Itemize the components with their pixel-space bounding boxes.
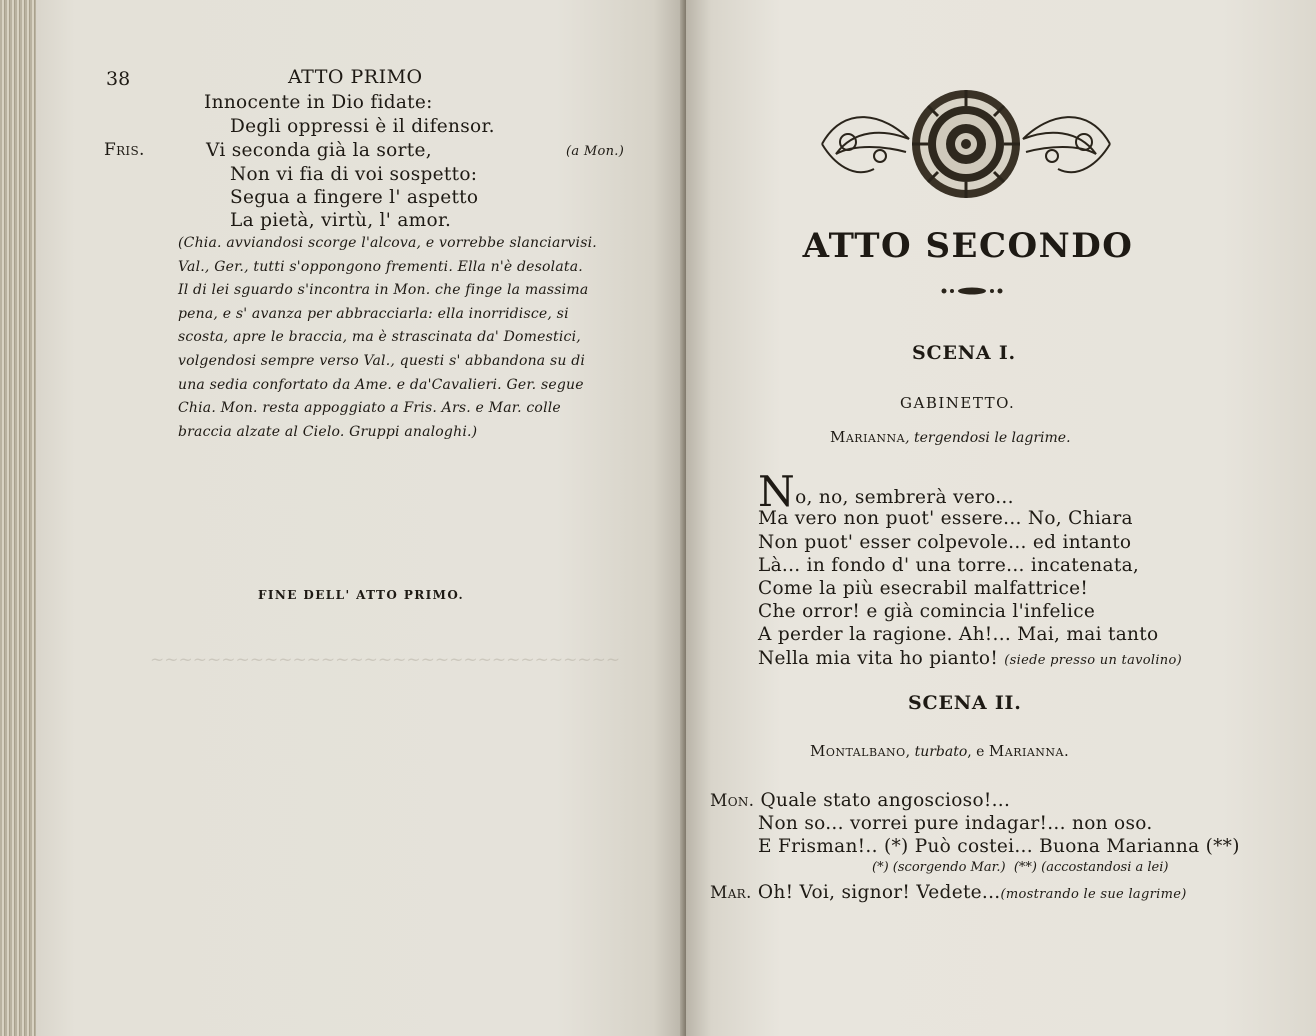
verse-line: Ma vero non puot' essere... No, Chiara xyxy=(758,508,1133,529)
verse-line: A perder la ragione. Ah!... Mai, mai tanto xyxy=(758,624,1159,645)
connector: e xyxy=(976,744,985,760)
speaker-label: Mon. xyxy=(710,791,755,811)
rosette-ornament-icon xyxy=(814,84,1118,204)
stage-direction-line: (Chia. avviandosi scorge l'alcova, e vorrebbe slanciarvisi. xyxy=(178,235,597,251)
stage-direction-line: Val., Ger., tutti s'oppongono frementi. Ella n'è desolata. xyxy=(178,258,583,275)
stage-direction-line: Chia. Mon. resta appoggiato a Fris. Ars. e Mar. colle xyxy=(178,400,561,417)
speaker-label: Mar. xyxy=(710,883,752,903)
verse-line: Innocente in Dio fidate: xyxy=(204,92,433,113)
verse-line: Vi seconda già la sorte, xyxy=(206,140,432,161)
drop-cap: N xyxy=(758,467,796,516)
scene-heading: SCENA II. xyxy=(908,692,1022,714)
act-title: ATTO SECONDO xyxy=(802,226,1134,266)
stage-direction-inline: (siede presso un tavolino) xyxy=(1004,653,1182,668)
verse-line: Degli oppressi è il difensor. xyxy=(230,116,495,137)
verse-line: Nella mia vita ho pianto! (siede presso un tavolino) xyxy=(758,648,1182,669)
stage-direction-line: braccia alzate al Cielo. Gruppi analoghi.) xyxy=(178,423,478,440)
character-direction: turbato xyxy=(914,744,968,760)
character-name: Marianna. xyxy=(988,742,1070,760)
scene-characters: Montalbano, turbato, e Marianna. xyxy=(810,742,1070,760)
stage-direction-line: pena, e s' avanza per abbracciarla: ella inorridisce, si xyxy=(178,305,569,322)
scene-setting: GABINETTO. xyxy=(900,394,1016,412)
stage-direction-line: una sedia confortato da Ame. e da'Cavalieri. Ger. segue xyxy=(178,376,584,393)
character-name: Marianna xyxy=(830,428,906,446)
speaker-label: Fris. xyxy=(104,140,145,160)
running-head: ATTO PRIMO xyxy=(288,66,423,88)
verse-line: Non puot' esser colpevole... ed intanto xyxy=(758,532,1132,553)
verse-line: Là... in fondo d' una torre... incatenata, xyxy=(758,555,1140,576)
bleed-through: ~~~~~~~~~~~~~~~~~~~~~~~~~~~~~~~~~ xyxy=(150,650,621,670)
stage-direction-inline: (mostrando le sue lagrime) xyxy=(1000,887,1187,902)
verse-line: Che orror! e già comincia l'infelice xyxy=(758,601,1096,622)
verse-line: No, no, sembrerà vero... xyxy=(758,467,1014,516)
character-direction: , tergendosi le lagrime. xyxy=(905,430,1071,446)
verse-aside: (a Mon.) xyxy=(566,144,625,159)
scene-characters xyxy=(830,428,1071,446)
stage-direction-line: scosta, apre le braccia, ma è strascinata da' Domestici, xyxy=(178,329,581,346)
end-of-act-note: FINE DELL' ATTO PRIMO. xyxy=(258,588,465,602)
page-number: 38 xyxy=(106,68,131,90)
verse-line: Come la più esecrabil malfattrice! xyxy=(758,578,1089,599)
verse-line: Segua a fingere l' aspetto xyxy=(230,187,479,208)
footnotes: (*) (scorgendo Mar.) (**) (accostandosi a lei) xyxy=(872,860,1169,875)
character-name: Montalbano xyxy=(810,742,906,760)
verse-line: La pietà, virtù, l' amor. xyxy=(230,210,452,231)
verse-line: E Frisman!.. (*) Può costei... Buona Marianna (**) xyxy=(758,836,1240,857)
scene-heading: SCENA I. xyxy=(912,342,1016,364)
verse-line: Mar. Oh! Voi, signor! Vedete...(mostrando le sue lagrime) xyxy=(710,882,1187,903)
flourish-divider-icon xyxy=(936,284,1008,298)
verse-line: Non so... vorrei pure indagar!... non oso. xyxy=(758,813,1153,834)
verse-line: Mon. Quale stato angoscioso!... xyxy=(710,790,1011,811)
stage-direction-line: volgendosi sempre verso Val., questi s' abbandona su di xyxy=(178,352,586,369)
stage-direction-line: Il di lei sguardo s'incontra in Mon. che finge la massima xyxy=(178,282,589,299)
verse-line: Non vi fia di voi sospetto: xyxy=(230,164,478,185)
stage-direction xyxy=(178,232,638,444)
